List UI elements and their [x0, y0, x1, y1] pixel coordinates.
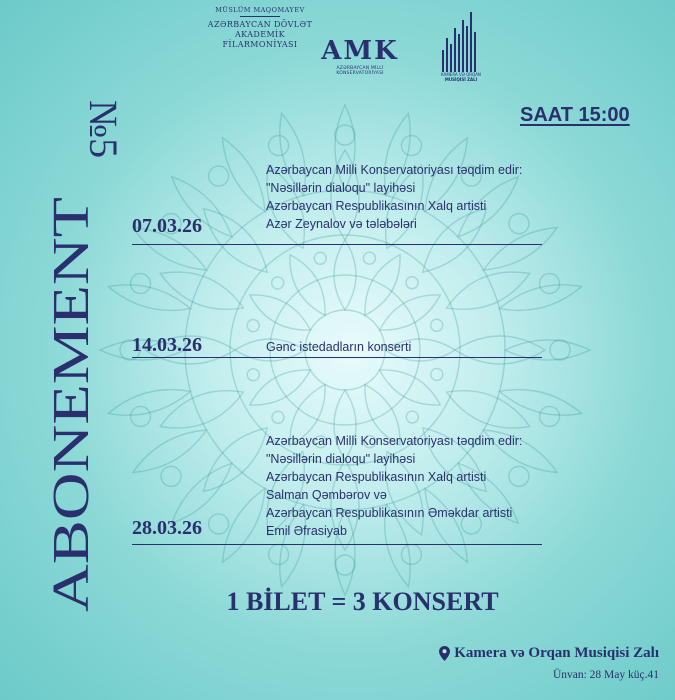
- filarmoniya-line-1: MÜSLÜM MAQOMAYEV: [215, 6, 305, 14]
- series-number: №5: [81, 100, 126, 159]
- description-line: Gənc istedadların konserti: [266, 340, 412, 354]
- concert-date: 07.03.26: [132, 215, 202, 237]
- description-line: Emil Əfrasiyab: [266, 524, 347, 538]
- description-line: "Nəsillərin dialoqu" layihəsi: [266, 181, 416, 195]
- venue: [439, 645, 659, 662]
- logo-divider: [240, 16, 280, 17]
- concert-item: [132, 165, 542, 245]
- venue-name: Kamera və Orqan Musiqisi Zalı: [454, 645, 659, 661]
- filarmoniya-line-2: AZƏRBAYCAN DÖVLƏT: [207, 20, 313, 29]
- description-line: Azərbaycan Milli Konservatoriyası təqdim edir:: [266, 163, 523, 177]
- conservatory-mark: AMK: [321, 36, 399, 66]
- divider-line: [132, 544, 542, 545]
- organ-pipes-icon: [436, 12, 486, 72]
- series-title: ABONEMENT: [43, 285, 100, 612]
- venue-address: Ünvan: 28 May küç.41: [552, 669, 659, 681]
- filarmoniya-line-4: FİLARMONİYASI: [222, 40, 298, 49]
- concert-date: 28.03.26: [132, 517, 202, 539]
- organ-hall-logo: [436, 12, 486, 82]
- description-line: Azər Zeynalov və tələbələri: [266, 217, 417, 231]
- conservatory-logo: [316, 36, 404, 76]
- divider-line: [132, 244, 542, 245]
- vertical-title: [24, 92, 126, 632]
- concert-time: SAAT 15:00: [520, 104, 630, 126]
- concert-description: [266, 161, 522, 233]
- description-line: Azərbaycan Milli Konservatoriyası təqdim edir:: [266, 434, 523, 448]
- concert-description: [266, 338, 411, 356]
- location-pin-icon: [439, 646, 450, 661]
- concert-date: 14.03.26: [132, 334, 202, 356]
- concert-description: [266, 432, 522, 540]
- filarmoniya-line-3: AKADEMİK: [235, 30, 285, 39]
- organ-hall-line-1: KAMERA VƏ ORQAN: [441, 72, 481, 77]
- organ-hall-line-2: MUSİQİSİ ZALI: [444, 77, 478, 82]
- ticket-offer: 1 BİLET = 3 KONSERT: [226, 587, 499, 616]
- concert-item: [132, 330, 542, 358]
- filarmoniya-logo: [197, 6, 323, 50]
- conservatory-subtitle: AZƏRBAYCAN MİLLİ KONSERVATORİYASI: [336, 66, 384, 76]
- divider-line: [132, 357, 542, 358]
- description-line: "Nəsillərin dialoqu" layihəsi: [266, 452, 416, 466]
- description-line: Azərbaycan Respublikasının Xalq artisti: [266, 199, 487, 213]
- description-line: Azərbaycan Respublikasının Xalq artisti: [266, 470, 487, 484]
- concert-item: [132, 430, 542, 545]
- description-line: Salman Qəmbərov və: [266, 488, 387, 502]
- description-line: Azərbaycan Respublikasının Əməkdar artisti: [266, 506, 513, 520]
